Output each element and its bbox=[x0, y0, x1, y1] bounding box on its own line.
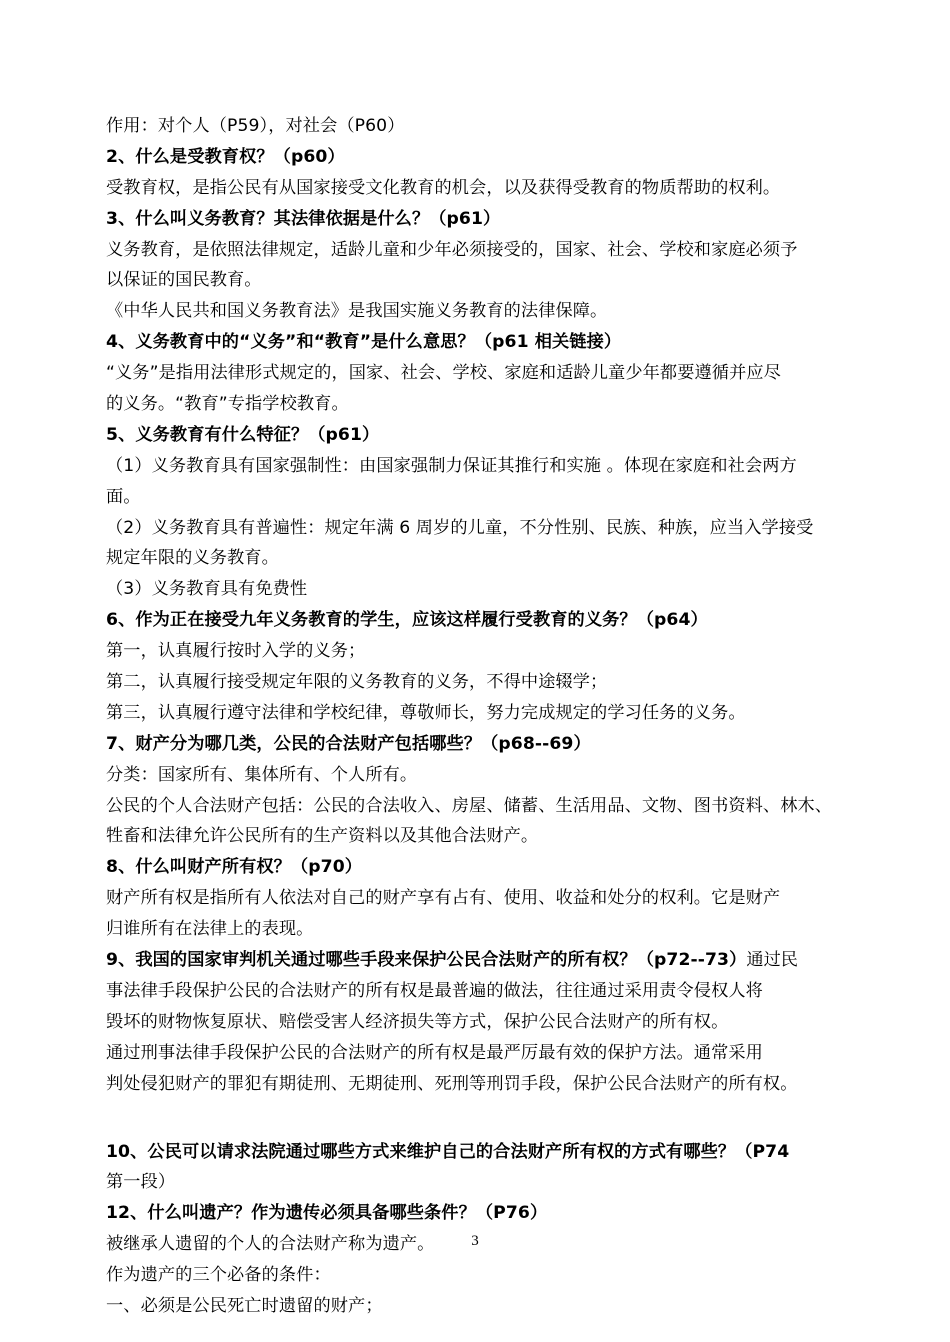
question-text: 、什么是受教育权？（p60） bbox=[118, 146, 345, 167]
text-line: （2）义务教育具有普遍性：规定年满 6 周岁的儿童，不分性别、民族、种族，应当入学接受 bbox=[106, 517, 814, 538]
question-number: 6 bbox=[106, 610, 119, 631]
blank-line bbox=[106, 1100, 866, 1137]
question-text: 、义务教育中的“义务”和“教育”是什么意思？（p61 相关链接） bbox=[118, 332, 622, 353]
text-line: （3）义务教育具有免费性 bbox=[106, 579, 308, 600]
text-line: 公民的个人合法财产包括：公民的合法收入、房屋、储蓄、生活用品、文物、图书资料、林木、 bbox=[106, 795, 833, 816]
question-heading bbox=[106, 1198, 866, 1229]
text-line: “义务”是指用法律形式规定的，国家、社会、学校、家庭和适龄儿童少年都要遵循并应尽 bbox=[106, 363, 781, 384]
text-line: 事法律手段保护公民的合法财产的所有权是最普遍的做法，往往通过采用责令侵权人将 bbox=[106, 980, 763, 1001]
text-line: 《中华人民共和国义务教育法》是我国实施义务教育的法律保障。 bbox=[106, 301, 608, 322]
question-heading bbox=[106, 420, 866, 451]
question-number: 8 bbox=[106, 857, 119, 878]
answer-text: 通过民 bbox=[746, 950, 798, 971]
question-number: 4 bbox=[106, 332, 119, 353]
text-line: 规定年限的义务教育。 bbox=[106, 548, 279, 569]
text-line: 财产所有权是指所有人依法对自己的财产享有占有、使用、收益和处分的权利。它是财产 bbox=[106, 888, 781, 909]
question-text: 、财产分为哪几类，公民的合法财产包括哪些？（p68--69） bbox=[118, 733, 591, 754]
text-line: 面。 bbox=[106, 486, 141, 507]
question-heading bbox=[106, 327, 866, 358]
question-number: 10 bbox=[106, 1141, 131, 1162]
text-line: 受教育权，是指公民有从国家接受文化教育的机会，以及获得受教育的物质帮助的权利。 bbox=[106, 177, 781, 198]
text-line: （1）义务教育具有国家强制性：由国家强制力保证其推行和实施 。体现在家庭和社会两方 bbox=[106, 455, 797, 476]
text-line: 义务教育，是依照法律规定，适龄儿童和少年必须接受的，国家、社会、学校和家庭必须予 bbox=[106, 239, 798, 260]
text-line: 的义务。“教育”专指学校教育。 bbox=[106, 394, 349, 415]
text-line: 第一段） bbox=[106, 1172, 176, 1193]
question-number: 12 bbox=[106, 1203, 131, 1224]
question-heading bbox=[106, 1137, 866, 1168]
question-heading bbox=[106, 142, 866, 173]
text-line: 作用：对个人（P59），对社会（P60） bbox=[106, 116, 405, 136]
question-text: 、我国的国家审判机关通过哪些手段来保护公民合法财产的所有权？（p72--73） bbox=[118, 950, 747, 971]
text-line: 分类：国家所有、集体所有、个人所有。 bbox=[106, 764, 418, 785]
question-heading bbox=[106, 945, 866, 976]
question-heading bbox=[106, 204, 866, 235]
page-number: 3 bbox=[471, 1233, 479, 1249]
question-heading bbox=[106, 605, 866, 636]
text-line: 第三，认真履行遵守法律和学校纪律，尊敬师长，努力完成规定的学习任务的义务。 bbox=[106, 702, 746, 723]
question-text: 、义务教育有什么特征？（p61） bbox=[118, 424, 380, 445]
text-line: 第二，认真履行接受规定年限的义务教育的义务，不得中途辍学； bbox=[106, 672, 608, 693]
text-line: 作为遗产的三个必备的条件： bbox=[106, 1265, 331, 1286]
document-body bbox=[106, 111, 866, 1322]
text-line: 以保证的国民教育。 bbox=[106, 270, 262, 291]
question-text: 、什么叫遗产？作为遗传必须具备哪些条件？（P76） bbox=[130, 1203, 548, 1224]
text-line: 牲畜和法律允许公民所有的生产资料以及其他合法财产。 bbox=[106, 826, 539, 847]
text-line: 归谁所有在法律上的表现。 bbox=[106, 919, 314, 940]
text-line: 判处侵犯财产的罪犯有期徒刑、无期徒刑、死刑等刑罚手段，保护公民合法财产的所有权。 bbox=[106, 1073, 798, 1094]
text-line: 第一，认真履行按时入学的义务； bbox=[106, 641, 366, 662]
text-line: 毁坏的财物恢复原状、赔偿受害人经济损失等方式，保护公民合法财产的所有权。 bbox=[106, 1011, 729, 1032]
question-text: 、作为正在接受九年义务教育的学生，应该这样履行受教育的义务？（p64） bbox=[118, 610, 708, 631]
question-number: 5 bbox=[106, 424, 119, 445]
question-text: 、什么叫义务教育？其法律依据是什么？（p61） bbox=[118, 208, 501, 229]
text-line: 被继承人遗留的个人的合法财产称为遗产。 bbox=[106, 1234, 435, 1255]
question-number: 9 bbox=[106, 950, 119, 971]
question-text: 、什么叫财产所有权？（p70） bbox=[118, 857, 363, 878]
question-heading bbox=[106, 729, 866, 760]
question-number: 2 bbox=[106, 146, 119, 167]
question-number: 3 bbox=[106, 208, 119, 229]
question-text: 、公民可以请求法院通过哪些方式来维护自己的合法财产所有权的方式有哪些？（P74 bbox=[130, 1141, 790, 1162]
text-line: 通过刑事法律手段保护公民的合法财产的所有权是最严厉最有效的保护方法。通常采用 bbox=[106, 1042, 763, 1063]
text-line: 一、必须是公民死亡时遗留的财产； bbox=[106, 1295, 383, 1316]
question-number: 7 bbox=[106, 733, 119, 754]
question-heading bbox=[106, 852, 866, 883]
